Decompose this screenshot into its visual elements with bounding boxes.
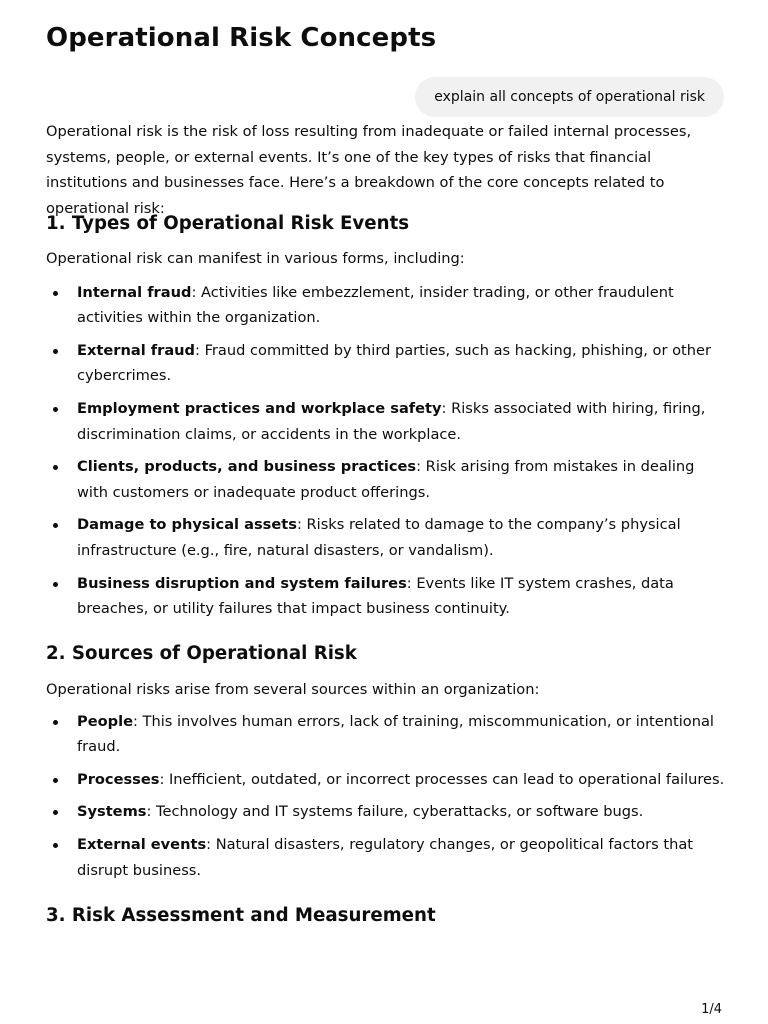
list-item-term: Systems — [77, 803, 147, 821]
section-risk-assessment — [46, 903, 726, 929]
section-heading: 2. Sources of Operational Risk — [46, 643, 357, 664]
list-item-text: : Risk arising from mistakes in dealing with customers or inadequate product offerings. — [77, 458, 695, 501]
list-item-term: External events — [77, 835, 207, 853]
list-item-term: Clients, products, and business practices — [77, 458, 417, 476]
list-item-term: Internal fraud — [77, 283, 192, 301]
intro-paragraph: Operational risk is the risk of loss resulting from inadequate or failed internal processes, systems, people, or external events. It’s one of the key types of risks that financial institutions and businesses face. Here’s a breakdown of the core concepts related to operational risk: — [46, 123, 692, 217]
bullet-icon — [53, 349, 58, 354]
list-item — [46, 338, 726, 389]
user-message-bubble: explain all concepts of operational risk — [415, 77, 724, 117]
section-lead: Operational risk can manifest in various forms, including: — [46, 250, 465, 267]
section-sources — [46, 641, 726, 883]
list-item-text: : Technology and IT systems failure, cyberattacks, or software bugs. — [146, 803, 644, 821]
bullet-icon — [53, 720, 58, 725]
list-item-term: Business disruption and system failures — [77, 574, 407, 592]
bullet-icon — [53, 523, 58, 528]
list-item-term: External fraud — [77, 341, 196, 359]
list-item-term: People — [77, 712, 133, 730]
list-item — [46, 396, 726, 447]
bullet-list — [46, 709, 726, 884]
list-item-term: Damage to physical assets — [77, 516, 297, 534]
page-title: Operational Risk Concepts — [46, 23, 437, 53]
list-item-text: : Risks associated with hiring, firing, discrimination claims, or accidents in the workplace. — [77, 399, 706, 443]
bullet-list — [46, 280, 726, 622]
list-item-text: : Risks related to damage to the company’s physical infrastructure (e.g., fire, natural disasters, or vandalism). — [77, 516, 681, 559]
list-item — [46, 832, 726, 883]
list-item — [46, 280, 726, 331]
list-item — [46, 709, 726, 760]
list-item — [46, 767, 726, 793]
list-item-text: : Events like IT system crashes, data breaches, or utility failures that impact business continuity. — [77, 574, 674, 618]
bullet-icon — [53, 291, 58, 296]
list-item — [46, 512, 726, 563]
section-lead: Operational risks arise from several sources within an organization: — [46, 681, 540, 698]
list-item-text: : Fraud committed by third parties, such as hacking, phishing, or other cybercrimes. — [77, 341, 711, 385]
bullet-icon — [53, 778, 58, 783]
bullet-icon — [53, 810, 58, 815]
list-item — [46, 454, 726, 505]
list-item-text: : Natural disasters, regulatory changes, or geopolitical factors that disrupt business. — [77, 835, 694, 879]
bullet-icon — [53, 843, 58, 848]
bullet-icon — [53, 465, 58, 470]
list-item — [46, 571, 726, 622]
bullet-icon — [53, 407, 58, 412]
list-item-term: Employment practices and workplace safety — [77, 399, 442, 417]
list-item-text: : This involves human errors, lack of training, miscommunication, or intentional fraud. — [77, 712, 714, 756]
list-item-text: : Activities like embezzlement, insider trading, or other fraudulent activities within the organization. — [77, 283, 674, 327]
list-item-term: Processes — [77, 770, 160, 788]
section-heading: 1. Types of Operational Risk Events — [46, 213, 410, 234]
section-heading: 3. Risk Assessment and Measurement — [46, 905, 436, 926]
bullet-icon — [53, 582, 58, 587]
list-item — [46, 799, 726, 825]
section-types-of-events — [46, 211, 726, 622]
page-indicator: 1/4 — [701, 1002, 722, 1017]
list-item-text: : Inefficient, outdated, or incorrect processes can lead to operational failures. — [159, 770, 725, 788]
